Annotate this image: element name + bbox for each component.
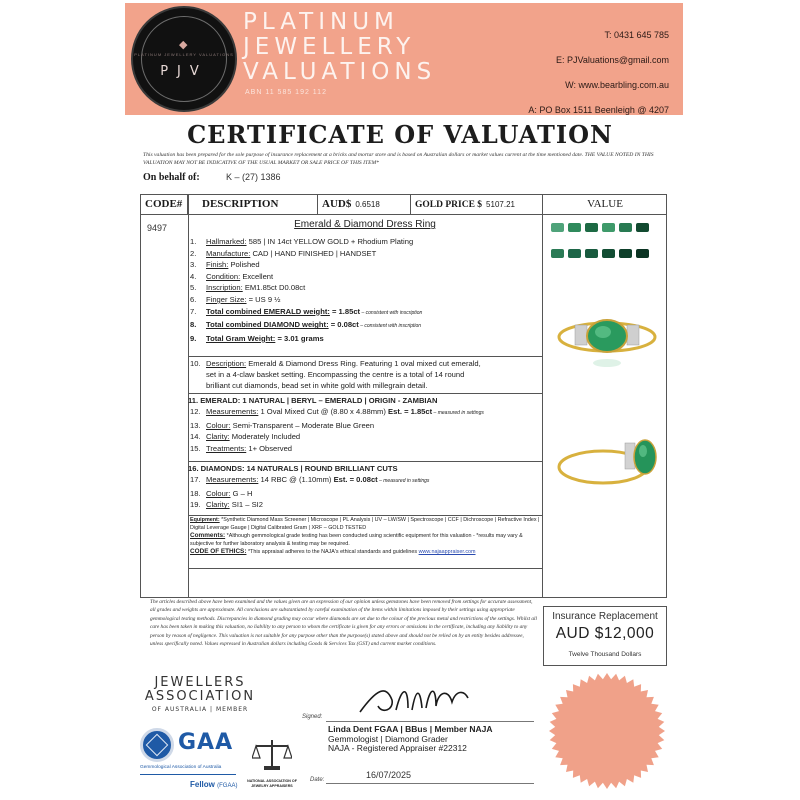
- swatch: [568, 249, 581, 258]
- brand-name: [243, 10, 436, 85]
- detail-row: 5. Inscription: EM1.85ct D0.08ct: [190, 283, 306, 293]
- emerald-row: 14. Clarity: Moderately Included: [190, 432, 301, 442]
- comments-text: *Although gemmological grade testing has been conducted using scientific equipment for this valuation - *results may vary & subjective for further laboratory analysis & testing may be required.: [190, 533, 523, 547]
- logo-arc-text: PLATINUM JEWELLERY VALUATIONS: [134, 52, 234, 57]
- aud-label: AUD$: [322, 198, 352, 210]
- value-column: [543, 215, 667, 598]
- emerald-color-chart: [551, 223, 649, 232]
- logo-ring: [141, 16, 227, 102]
- signature-image: [356, 680, 476, 722]
- diamond-section: [188, 463, 542, 511]
- detail-row: 4. Condition: Excellent: [190, 271, 274, 281]
- emerald-row: 13. Colour: Semi-Transparent – Moderate Blue Green: [190, 420, 375, 430]
- section-divider: [188, 393, 542, 394]
- company-logo: [131, 6, 237, 112]
- description-paragraph: 10. Description: Emerald & Diamond Dress Ring. Featuring 1 oval mixed cut emerald, set in a 4-claw basket setting. Encompassing the centre is a total of 14 round brilliant cut diamonds, bead set in white gold with millegrain detail.: [190, 359, 481, 390]
- swatch: [568, 223, 581, 232]
- signed-label: Signed:: [302, 714, 323, 720]
- terms-notes: The articles described above have been examined and the values given are an expression of our opinion unless gemstones have been removed from settings for accurate assessment, all grades and weights are approximate. All conclusions are substantiated by careful examination of the items within limitations imposed by their settings using appropriate gemmological testing methods. Discrepancies in diamond grading may occur where diamonds are set due to the colour of the precious metal and restrictions of the settings. Whilst all care has been taken in making this valuation, no liability to any person to whom the certificate is given for any errors or omissions in the certificate, including any liability to any person by reason of negligence. This valuation is not suitable for any purpose other than the purpose(s) stated above and should not be relied on by an entity besides addressee, unless specifically noted. Values expressed in Australian dollars including Goods & Services Tax (GST) and current market conditions.: [150, 599, 537, 648]
- brand-line: VALUATIONS: [243, 59, 437, 85]
- swatch: [636, 249, 649, 258]
- ja-line: ASSOCIATION: [144, 689, 256, 704]
- emerald-row: 15. Treatments: 1+ Observed: [190, 443, 293, 453]
- signature-line: [326, 721, 534, 722]
- gaa-subtitle: Gemmological Association of Australia: [140, 765, 222, 770]
- swatch: [619, 223, 632, 232]
- gold-value: 5107.21: [486, 200, 515, 209]
- abn-number: ABN 11 585 192 112: [245, 89, 327, 96]
- weight-row: 8. Total combined DIAMOND weight: = 0.08ct – consistent with inscription: [190, 320, 422, 330]
- address-text: A: PO Box 1511 Beenleigh @ 4207: [528, 105, 669, 115]
- gaa-emblem-icon: [140, 728, 174, 762]
- header-value: VALUE: [543, 195, 667, 215]
- ja-line: OF AUSTRALIA | MEMBER: [151, 706, 249, 713]
- disclaimer-text: This valuation has been prepared for the sole purpose of insurance replacement at a bricks and mortar store and is based on Australian dollars or market values current at the time mentioned date. THE VALUE NOTED IN THIS VALUATION MAY NOT BE INDICATIVE OF THE USUAL MARKET OR SALE PRICE OF THIS ITEM*: [143, 152, 654, 166]
- ring-top-view-image: [555, 303, 659, 375]
- equipment-text: *Synthetic Diamond Mass Screener | Microscope | PL Analysis | UV – LW/SW | Spectroscope | CCF | Dichroscope | Refractive Index | Digital Leverage Gauge | Digital Calibrated Gram | XRF – GOLD TESTED: [190, 517, 540, 531]
- swatch: [602, 249, 615, 258]
- swatch: [619, 249, 632, 258]
- comments-label: Comments:: [190, 532, 226, 540]
- signer-title: Gemmologist | Diamond Grader: [328, 733, 448, 744]
- equipment-notes: [190, 517, 540, 557]
- equipment-label: Equipment:: [190, 517, 220, 523]
- detail-row: 3. Finish: Polished: [190, 260, 260, 270]
- diamond-icon: ◆: [179, 39, 188, 51]
- emerald-color-chart: [551, 249, 649, 258]
- ring-side-view-image: [555, 425, 663, 495]
- date-label: Date:: [310, 777, 325, 783]
- fellow-text: Fellow (FGAA): [190, 780, 238, 789]
- diamond-heading: 16. DIAMONDS: 14 NATURALS | ROUND BRILLIANT CUTS: [188, 464, 398, 473]
- section-divider: [188, 515, 542, 516]
- gaa-text: GAA: [178, 730, 234, 755]
- details-list: [188, 236, 542, 344]
- insurance-label: Insurance Replacement: [552, 611, 658, 622]
- weight-row: 9. Total Gram Weight: = 3.01 grams: [190, 333, 324, 343]
- emerald-row: 12. Measurements: 1 Oval Mixed Cut @ (8.80 x 4.88mm) Est. = 1.85ct – measured in settings: [190, 407, 484, 417]
- brand-line: JEWELLERY: [243, 34, 416, 60]
- section-divider: [188, 356, 542, 357]
- emerald-heading: 11. EMERALD: 1 NATURAL | BERYL – EMERALD | ORIGIN - ZAMBIAN: [188, 396, 438, 405]
- swatch: [636, 223, 649, 232]
- gold-label: GOLD PRICE $: [415, 200, 483, 210]
- certificate-title: CERTIFICATE OF VALUATION: [187, 120, 613, 149]
- swatch: [551, 223, 564, 232]
- brand-line: PLATINUM: [243, 9, 399, 35]
- swatch: [602, 223, 615, 232]
- certification-seal-icon: [548, 672, 666, 790]
- seal-shape: [549, 673, 665, 789]
- header-description: DESCRIPTION: [188, 195, 318, 215]
- divider: [140, 774, 236, 775]
- diamond-row: 17. Measurements: 14 RBC @ (1.10mm) Est. = 0.08ct – measured in settings: [190, 475, 430, 485]
- ethics-text: *This appraisal adheres to the NAJA's ethical standards and guidelines: [246, 549, 419, 556]
- section-divider: [188, 461, 542, 462]
- detail-row: 2. Manufacture: CAD | HAND FINISHED | HANDSET: [190, 248, 377, 258]
- diamond-row: 19. Clarity: SI1 – SI2: [190, 500, 263, 510]
- behalf-label: On behalf of:: [143, 172, 200, 183]
- date-value: 16/07/2025: [366, 770, 412, 780]
- swatch: [585, 249, 598, 258]
- signer-block: [328, 725, 493, 754]
- weight-row: 7. Total combined EMERALD weight: = 1.85ct – consistent with inscription: [190, 306, 423, 316]
- header-code: CODE#: [141, 195, 188, 215]
- diamond-row: 18. Colour: G – H: [190, 488, 253, 498]
- email-text: E: PJValuations@gmail.com: [555, 55, 669, 65]
- scales-icon: [252, 738, 292, 772]
- logo-initials: PJV: [160, 64, 208, 79]
- naja-text: NATIONAL ASSOCIATION OF JEWELRY APPRAISERS: [247, 779, 297, 788]
- aud-value: 0.6518: [355, 200, 380, 209]
- ethics-label: CODE OF ETHICS:: [190, 548, 247, 556]
- naja-logo: [246, 738, 298, 788]
- swatch: [585, 223, 598, 232]
- jewellers-association-logo: [142, 676, 258, 713]
- insurance-words: Twelve Thousand Dollars: [568, 651, 642, 658]
- insurance-value: AUD $12,000: [555, 625, 655, 642]
- header-banner: [125, 3, 683, 115]
- contact-block: [528, 23, 669, 123]
- swatch: [551, 249, 564, 258]
- header-gold: [411, 195, 543, 215]
- header-aud: [318, 195, 411, 215]
- detail-row: 1. Hallmarked: 585 | IN 14ct YELLOW GOLD + Rhodium Plating: [190, 237, 414, 246]
- valuation-table: [140, 194, 667, 598]
- naja-link[interactable]: www.najaappraiser.com: [418, 549, 476, 556]
- item-code: 9497: [147, 223, 168, 233]
- website-text: W: www.bearbling.com.au: [565, 80, 669, 90]
- section-divider: [188, 568, 542, 569]
- item-title: Emerald & Diamond Dress Ring: [294, 219, 436, 230]
- signer-registration: NAJA - Registered Appraiser #22312: [328, 743, 467, 754]
- detail-row: 6. Finger Size: = US 9 ½: [190, 294, 281, 304]
- phone-text: T: 0431 645 785: [604, 30, 669, 40]
- ja-line: JEWELLERS: [154, 675, 246, 690]
- signer-name: Linda Dent FGAA | BBus | Member NAJA: [328, 724, 493, 734]
- date-line: [326, 783, 534, 784]
- emerald-section: [188, 395, 542, 454]
- behalf-value: K – (27) 1386: [226, 172, 281, 182]
